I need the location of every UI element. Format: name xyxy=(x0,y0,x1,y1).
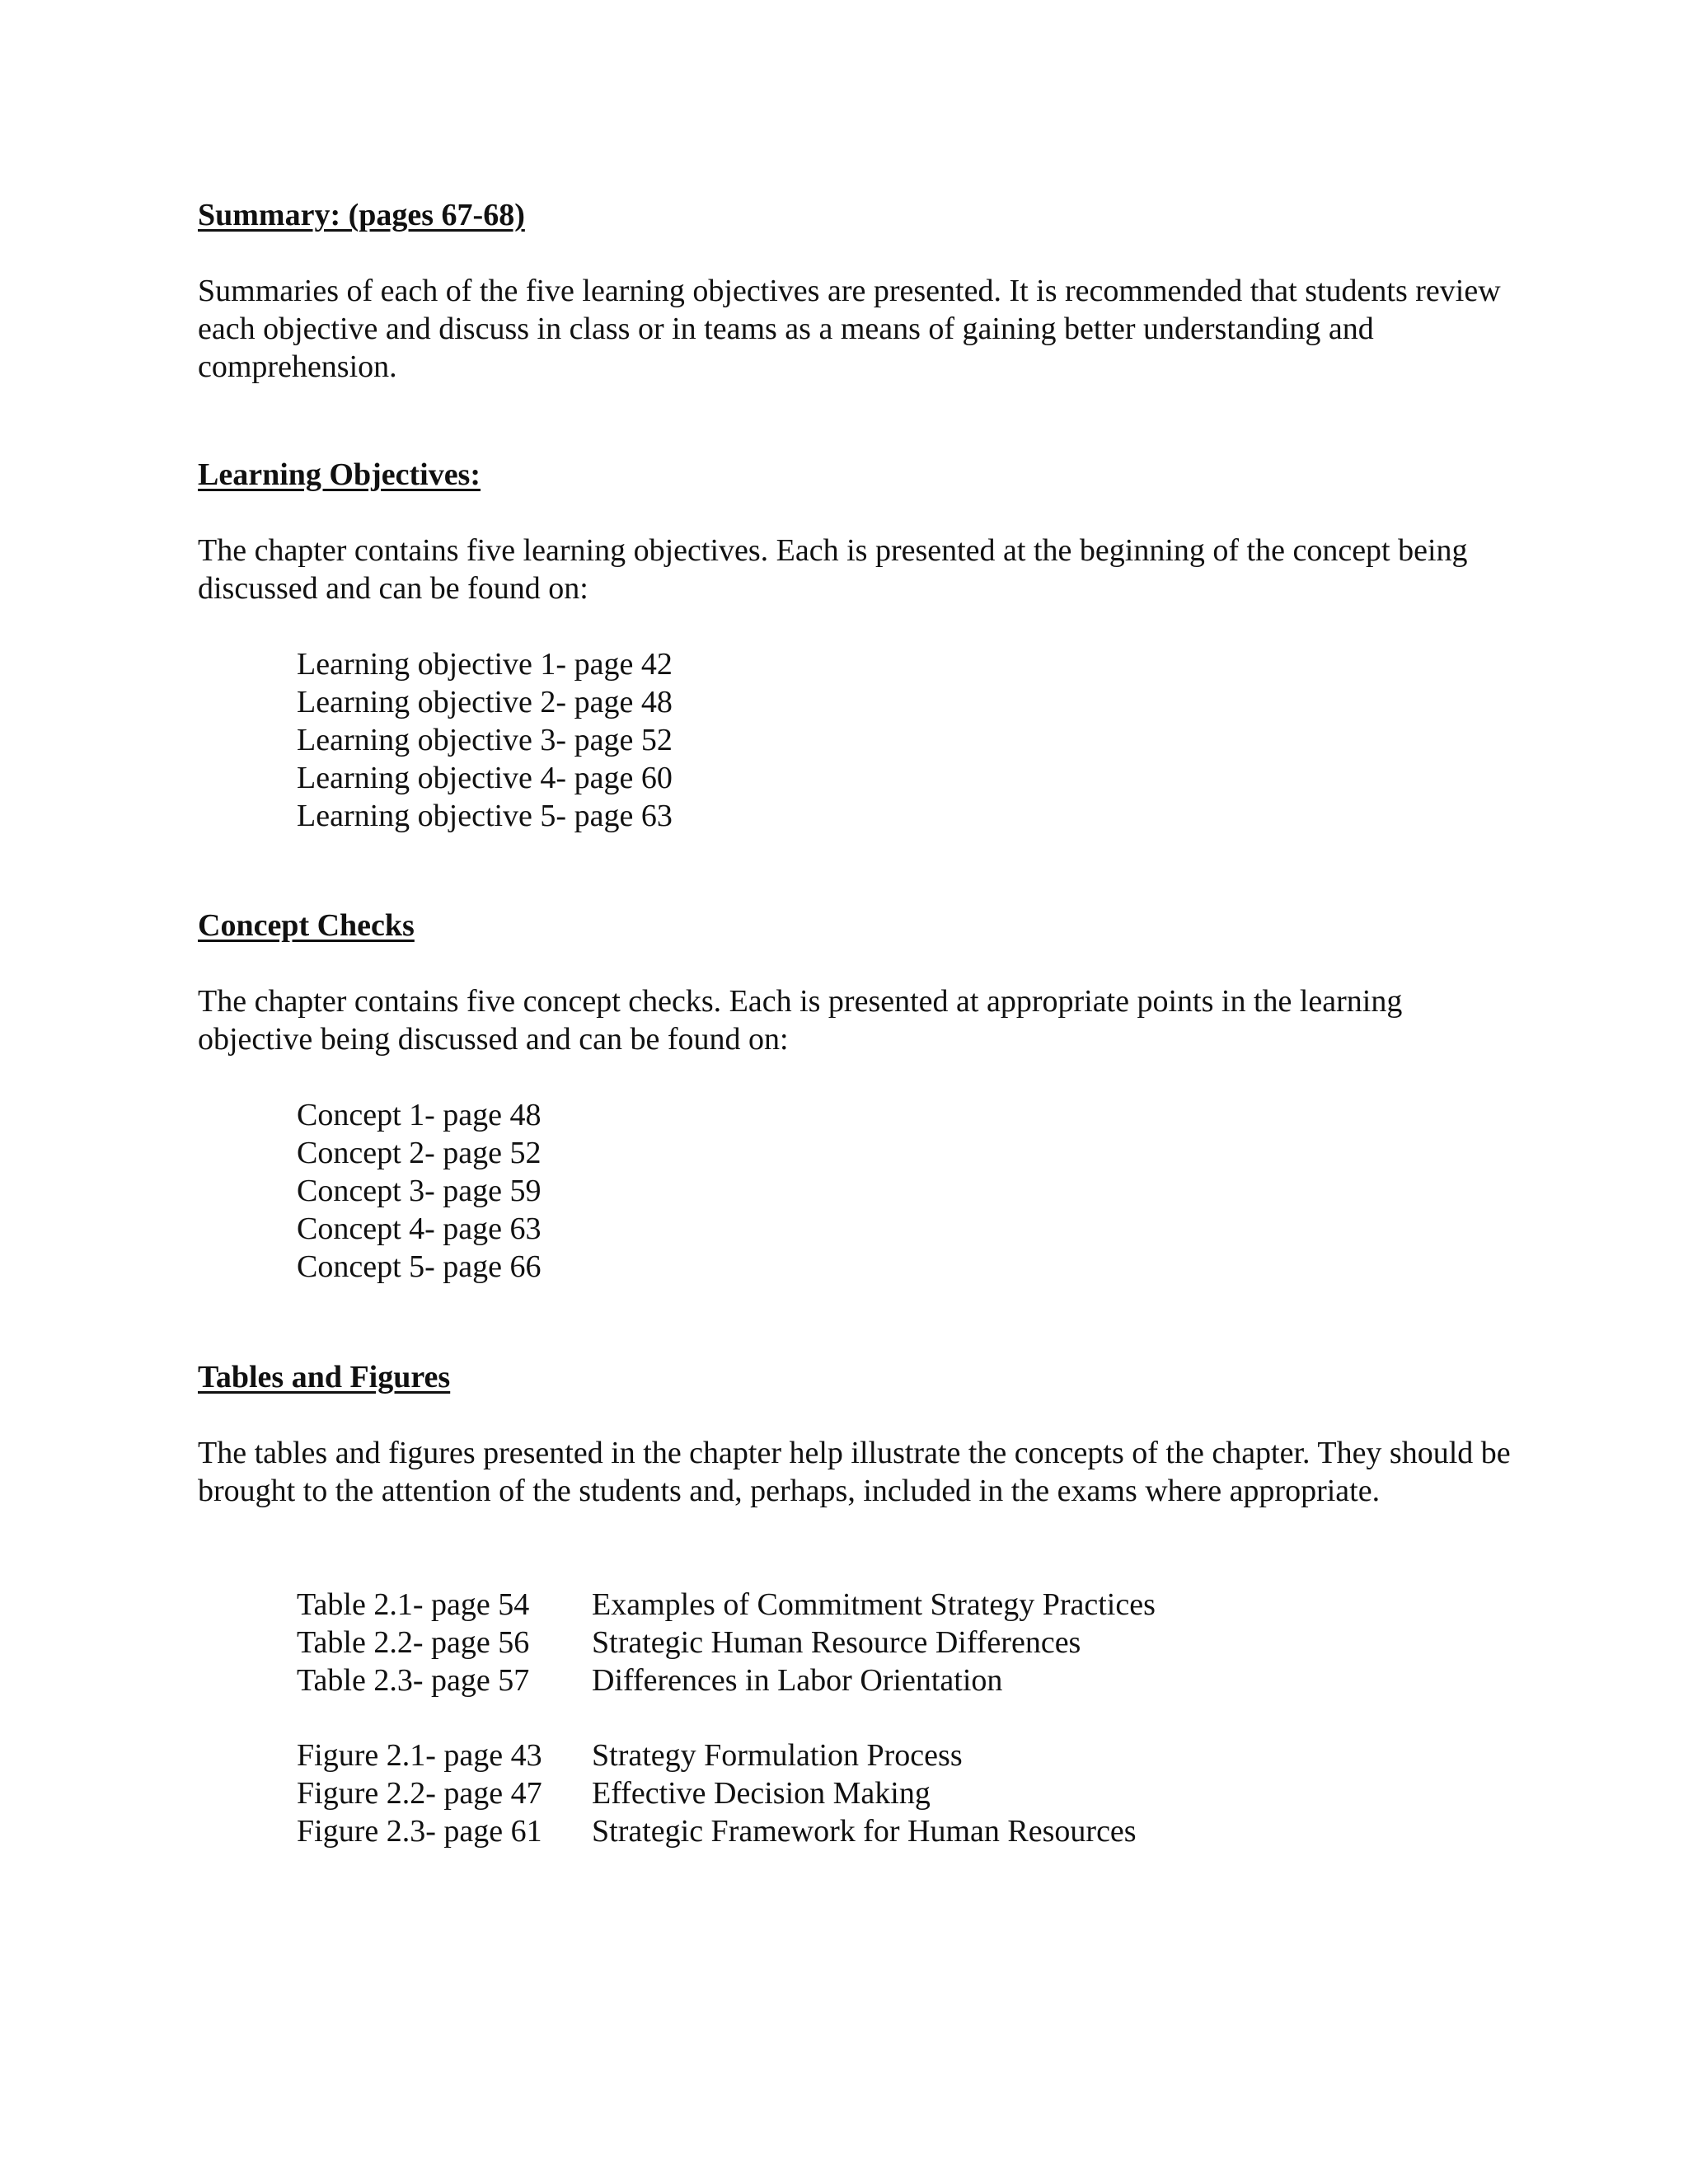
summary-heading: Summary: (pages 67-68) xyxy=(198,198,525,232)
tables-list xyxy=(297,1586,1156,1699)
list-item: Learning objective 3- page 52 xyxy=(297,723,673,757)
concept-checks-heading: Concept Checks xyxy=(198,908,415,943)
table-ref: Table 2.2- page 56 xyxy=(297,1625,530,1660)
figure-title: Effective Decision Making xyxy=(592,1776,931,1811)
concept-checks-list xyxy=(297,1096,542,1286)
figure-ref: Figure 2.1- page 43 xyxy=(297,1738,542,1773)
learning-objectives-heading: Learning Objectives: xyxy=(198,457,481,492)
figure-ref: Figure 2.2- page 47 xyxy=(297,1776,542,1811)
list-item: Learning objective 1- page 42 xyxy=(297,647,673,682)
table-ref: Table 2.1- page 54 xyxy=(297,1587,530,1622)
figure-row xyxy=(297,1812,1137,1850)
figure-title: Strategic Framework for Human Resources xyxy=(592,1814,1137,1849)
list-item: Concept 2- page 52 xyxy=(297,1136,542,1170)
list-item: Concept 3- page 59 xyxy=(297,1174,542,1208)
table-title: Examples of Commitment Strategy Practices xyxy=(592,1587,1156,1622)
tables-figures-heading: Tables and Figures xyxy=(198,1360,451,1394)
table-title: Strategic Human Resource Differences xyxy=(592,1625,1081,1660)
figure-title: Strategy Formulation Process xyxy=(592,1738,963,1773)
table-ref: Table 2.3- page 57 xyxy=(297,1663,530,1698)
table-title: Differences in Labor Orientation xyxy=(592,1663,1003,1698)
list-item: Learning objective 5- page 63 xyxy=(297,799,673,833)
table-row xyxy=(297,1624,1156,1661)
figure-row xyxy=(297,1774,1137,1812)
table-row xyxy=(297,1586,1156,1624)
table-row xyxy=(297,1661,1156,1699)
concept-checks-paragraph: The chapter contains five concept checks. Each is presented at appropriate points in the learning objective being discussed and can be found on: xyxy=(198,984,1403,1057)
list-item: Learning objective 4- page 60 xyxy=(297,761,673,795)
list-item: Learning objective 2- page 48 xyxy=(297,685,673,719)
list-item: Concept 1- page 48 xyxy=(297,1098,542,1132)
list-item: Concept 4- page 63 xyxy=(297,1212,542,1246)
tables-figures-paragraph: The tables and figures presented in the chapter help illustrate the concepts of the chapter. They should be brought to the attention of the students and, perhaps, included in the exams where appropriate. xyxy=(198,1436,1511,1508)
figure-row xyxy=(297,1736,1137,1774)
learning-objectives-list xyxy=(297,645,673,835)
learning-objectives-paragraph: The chapter contains five learning objectives. Each is presented at the beginning of the concept being discussed and can be found on: xyxy=(198,533,1468,606)
summary-paragraph: Summaries of each of the five learning objectives are presented. It is recommended that students review each objective and discuss in class or in teams as a means of gaining better understanding and comprehension. xyxy=(198,274,1501,384)
figures-list xyxy=(297,1736,1137,1850)
list-item: Concept 5- page 66 xyxy=(297,1249,542,1284)
figure-ref: Figure 2.3- page 61 xyxy=(297,1814,542,1849)
